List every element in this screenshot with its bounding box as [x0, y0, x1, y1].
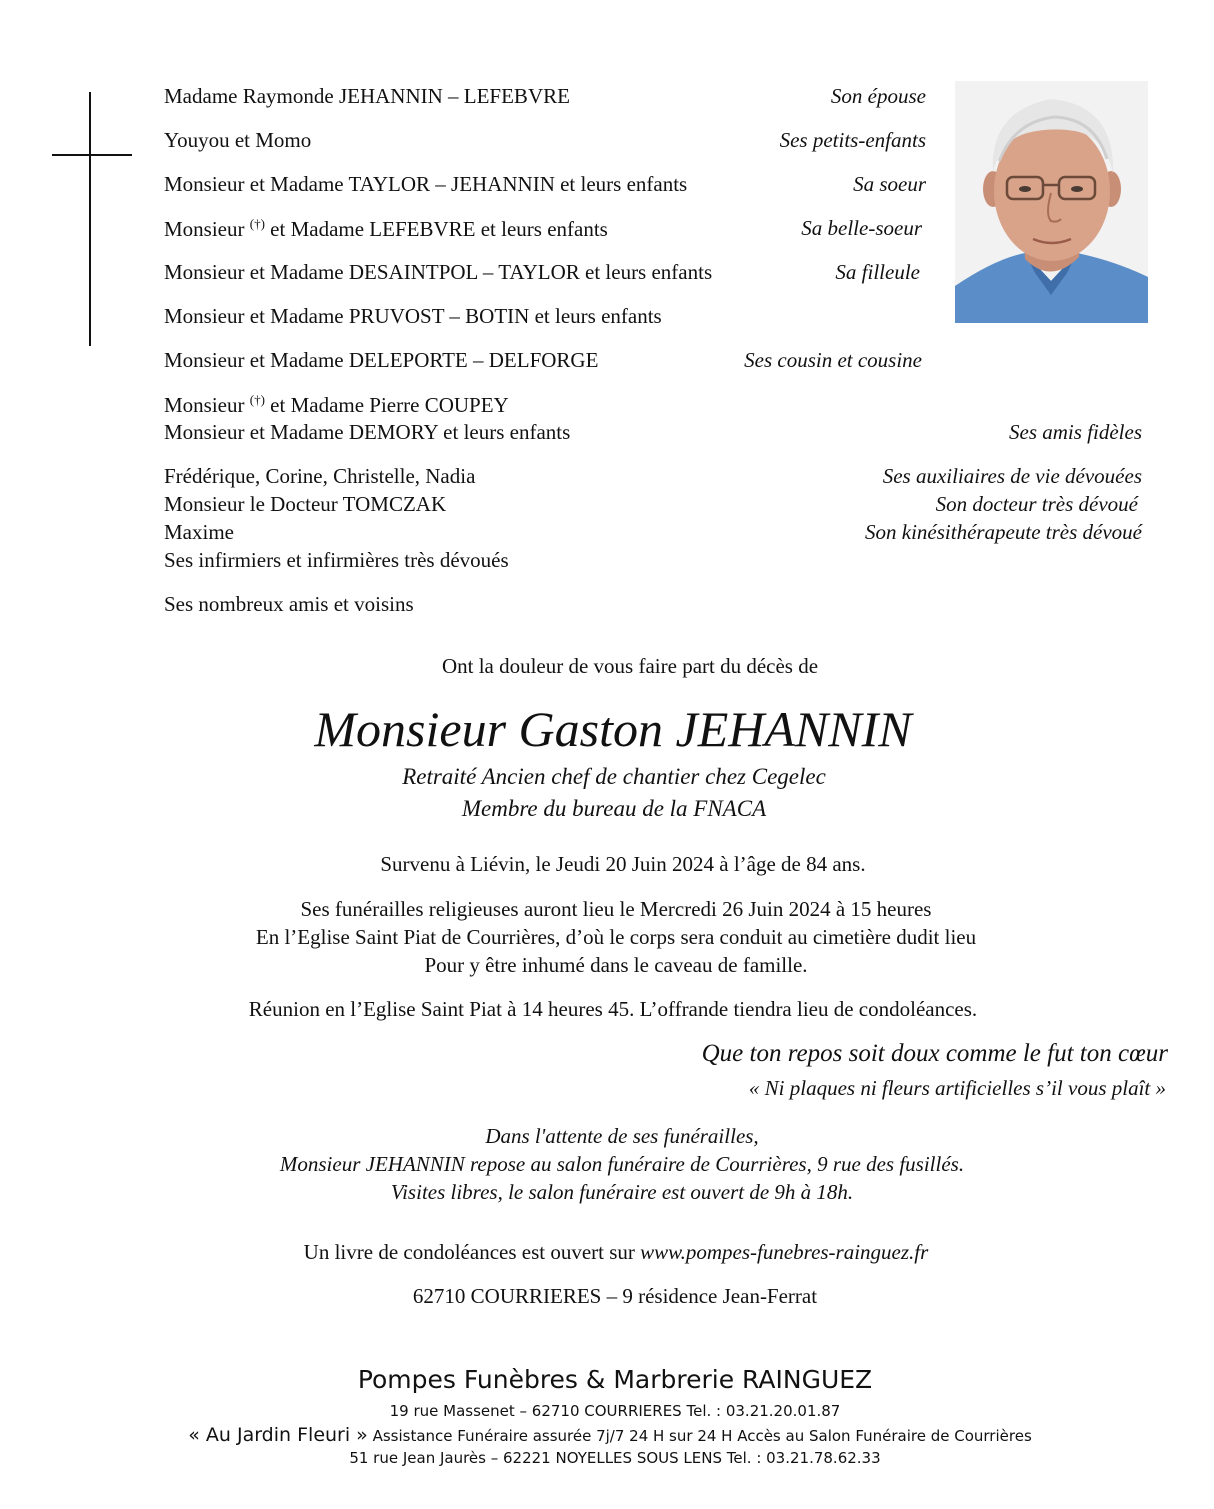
- family-name: Ses infirmiers et infirmières très dévoués: [164, 548, 509, 572]
- meeting-notice: Réunion en l’Eglise Saint Piat à 14 heures 45. L’offrande tiendra lieu de condoléances.: [248, 997, 978, 1021]
- deceased-dagger: (†): [249, 392, 265, 407]
- family-name: Ses nombreux amis et voisins: [164, 592, 414, 616]
- condolences-line: Un livre de condoléances est ouvert sur www.pompes-funebres-rainguez.fr: [303, 1240, 929, 1264]
- family-relation: Sa filleule: [835, 260, 920, 284]
- family-relation: Ses auxiliaires de vie dévouées: [882, 464, 1142, 488]
- portrait-photo: [955, 81, 1148, 323]
- announcement-intro: Ont la douleur de vous faire part du décès de: [441, 654, 819, 678]
- family-relation: Sa belle-soeur: [801, 216, 922, 240]
- epitaph-quote: Que ton repos soit doux comme le fut ton cœur: [701, 1040, 1168, 1067]
- condolences-link[interactable]: www.pompes-funebres-rainguez.fr: [640, 1240, 929, 1264]
- family-name: Monsieur (†) et Madame Pierre COUPEY: [164, 392, 509, 417]
- family-relation: Son kinésithérapeute très dévoué: [865, 520, 1142, 544]
- deceased-dagger: (†): [249, 216, 265, 231]
- funeral-line: Pour y être inhumé dans le caveau de famille.: [424, 953, 808, 977]
- company-address: 51 rue Jean Jaurès – 62221 NOYELLES SOUS LENS Tel. : 03.21.78.62.33: [349, 1449, 881, 1467]
- company-address: 19 rue Massenet – 62710 COURRIERES Tel. : 03.21.20.01.87: [389, 1402, 841, 1420]
- family-name: Monsieur et Madame DELEPORTE – DELFORGE: [164, 348, 599, 372]
- family-relation: Ses amis fidèles: [1009, 420, 1142, 444]
- deceased-subtitle: Retraité Ancien chef de chantier chez Cegelec: [402, 764, 826, 789]
- family-name: Youyou et Momo: [164, 128, 312, 152]
- cross-vertical-bar: [89, 92, 91, 346]
- funeral-line: En l’Eglise Saint Piat de Courrières, d’où le corps sera conduit au cimetière dudit lieu: [255, 925, 977, 949]
- family-name: Monsieur et Madame PRUVOST – BOTIN et leurs enfants: [164, 304, 662, 328]
- deceased-subtitle: Membre du bureau de la FNACA: [461, 796, 767, 821]
- family-address: 62710 COURRIERES – 9 résidence Jean-Ferrat: [412, 1284, 818, 1308]
- cross-horizontal-bar: [52, 154, 132, 156]
- family-relation: Son épouse: [830, 84, 926, 108]
- rest-line: Monsieur JEHANNIN repose au salon funéraire de Courrières, 9 rue des fusillés.: [279, 1152, 965, 1176]
- funeral-line: Ses funérailles religieuses auront lieu le Mercredi 26 Juin 2024 à 15 heures: [300, 897, 932, 921]
- company-services: « Au Jardin Fleuri » Assistance Funéraire assurée 7j/7 24 H sur 24 H Accès au Salon Funéraire de Courrières: [188, 1424, 1032, 1446]
- family-name: Madame Raymonde JEHANNIN – LEFEBVRE: [164, 84, 570, 108]
- family-name: Maxime: [164, 520, 234, 544]
- family-relation: Son docteur très dévoué: [935, 492, 1138, 516]
- rest-line: Dans l'attente de ses funérailles,: [485, 1124, 759, 1148]
- au-jardin-fleuri: « Au Jardin Fleuri »: [188, 1424, 368, 1446]
- family-name: Monsieur et Madame TAYLOR – JEHANNIN et leurs enfants: [164, 172, 688, 196]
- death-notice: Survenu à Liévin, le Jeudi 20 Juin 2024 à l’âge de 84 ans.: [380, 852, 866, 876]
- family-name: Monsieur (†) et Madame LEFEBVRE et leurs enfants: [164, 216, 608, 241]
- family-name: Frédérique, Corine, Christelle, Nadia: [164, 464, 476, 488]
- rest-line: Visites libres, le salon funéraire est ouvert de 9h à 18h.: [390, 1180, 854, 1204]
- family-name: Monsieur et Madame DESAINTPOL – TAYLOR et leurs enfants: [164, 260, 713, 284]
- flowers-notice: « Ni plaques ni fleurs artificielles s’il vous plaît »: [748, 1076, 1166, 1100]
- company-name: Pompes Funèbres & Marbrerie RAINGUEZ: [357, 1365, 873, 1394]
- family-relation: Sa soeur: [853, 172, 926, 196]
- family-relation: Ses cousin et cousine: [744, 348, 922, 372]
- family-name: Monsieur le Docteur TOMCZAK: [164, 492, 447, 516]
- deceased-name: Monsieur Gaston JEHANNIN: [314, 701, 912, 757]
- family-name: Monsieur et Madame DEMORY et leurs enfants: [164, 420, 571, 444]
- family-relation: Ses petits-enfants: [779, 128, 926, 152]
